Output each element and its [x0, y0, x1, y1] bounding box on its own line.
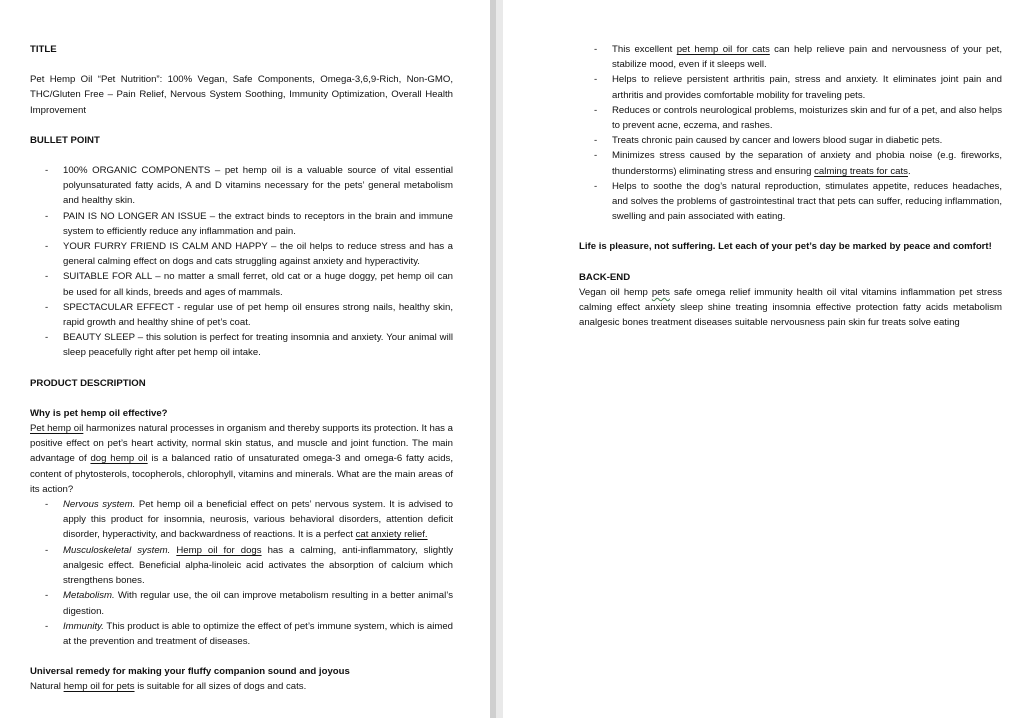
pet-hemp-oil-for-cats-link[interactable]: pet hemp oil for cats: [676, 44, 770, 55]
list-item: - SUITABLE FOR ALL – no matter a small ferret, old cat or a huge doggy, pet hemp oil can be used for all kinds, breeds and ages of mammals.: [63, 269, 453, 299]
action-areas-list: [30, 497, 453, 649]
list-item: [63, 619, 453, 649]
musculo-text: has a calming, anti-inflammatory, slightly analgesic effect. Beneficial alpha-linoleic acid activates the absorption of calcium which strengthens bones.: [63, 544, 453, 587]
immunity-text: This product is able to optimize the effect of pet’s immune system, which is aimed at the prevention and treatment of diseases.: [63, 620, 453, 647]
why-text-2: is a balanced ratio of unsaturated omega-3 and omega-6 fatty acids, content of phytosterols, tocopherols, chlorophyll, vitamins and minerals. What are the main areas of its action?: [30, 453, 453, 495]
document-page-left: [0, 0, 490, 718]
list-item: [63, 588, 453, 618]
closing-statement: Life is pleasure, not suffering. Let each of your pet’s day be marked by peace and comfort!: [579, 241, 992, 253]
bullet-point-heading: BULLET POINT: [30, 134, 100, 146]
hemp-oil-for-dogs-link[interactable]: Hemp oil for dogs: [176, 544, 262, 556]
benefits-list: [579, 42, 1002, 224]
page-left-content: [30, 42, 453, 695]
why-text-1: harmonizes natural processes in organism and thereby supports its protection. It has a positive effect on pet’s heart activity, normal skin status, and muscle and joint function. The main advantage of: [30, 423, 453, 465]
list-item: - BEAUTY SLEEP – this solution is perfect for treating insomnia and anxiety. Your animal will sleep peacefully right after pet hemp oil intake.: [63, 330, 453, 360]
nervous-label: Nervous system.: [63, 499, 136, 511]
bullet-point-list: [30, 163, 453, 361]
list-item: [63, 497, 453, 543]
metabolism-text: With regular use, the oil can improve metabolism resulting in a better animal’s digestion.: [63, 590, 453, 617]
list-item: - Treats chronic pain caused by cancer and lowers blood sugar in diabetic pets.: [612, 133, 1002, 148]
back-end-keywords: [579, 285, 1002, 331]
list-item: - 100% ORGANIC COMPONENTS – pet hemp oil is a valuable source of vital essential polyunsaturated fatty acids, A and D vitamins necessary for the pets’ general metabolism and healthy skin.: [63, 163, 453, 209]
list-item: - SPECTACULAR EFFECT - regular use of pet hemp oil ensures strong nails, healthy skin, rapid growth and healthy shine of pet’s coat.: [63, 300, 453, 330]
document-page-right: [503, 0, 1024, 718]
immunity-label: Immunity.: [63, 620, 104, 632]
why-heading: Why is pet hemp oil effective?: [30, 407, 168, 419]
b5-pre: Minimizes stress caused by the separation of anxiety and phobia noise (e.g. fireworks, thunderstorms) eliminating stress and ensuring: [612, 150, 1002, 177]
hemp-oil-for-pets-link[interactable]: hemp oil for pets: [63, 681, 135, 693]
back-end-heading: BACK-END: [579, 271, 631, 283]
b1-post: can help relieve pain and nervousness of your pet, stabilize mood, even if it sleeps well.: [612, 44, 1002, 71]
universal-remedy-text: [30, 679, 453, 694]
universal-post: is suitable for all sizes of dogs and cats.: [134, 681, 307, 693]
list-item: [612, 42, 1002, 72]
title-heading: TITLE: [30, 44, 57, 55]
list-item: - PAIN IS NO LONGER AN ISSUE – the extract binds to receptors in the brain and immune system to efficiently reduce any inflammation and pain.: [63, 209, 453, 239]
list-item: [63, 543, 453, 589]
musculo-label: Musculoskeletal system.: [63, 544, 171, 556]
why-paragraph: [30, 421, 453, 497]
page-right-content: [579, 42, 1002, 330]
nervous-text: Pet hemp oil a beneficial effect on pets’ nervous system. It is advised to apply this product for insomnia, neurosis, various behavioral disorders, attention deficit disorder, hyperactivity, and backwardness of reactions. It is a perfect: [63, 499, 453, 541]
backend-post: safe omega relief immunity health oil vital vitamins inflammation pet stress calming effect anxiety sleep shine treating insomnia effective protection fatty acids metabolism analgesic bones treatment diseases suitable nervousness pain skin fur treats solve eating: [579, 286, 1002, 329]
page-gap: [496, 0, 503, 718]
title-text: Pet Hemp Oil “Pet Nutrition”: 100% Vegan, Safe Components, Omega-3,6,9-Rich, Non-GMO, THC/Gluten Free – Pain Relief, Nervous System Soothing, Immunity Optimization, Overall Health Improvement: [30, 74, 453, 116]
b1-pre: This excellent: [612, 44, 677, 55]
list-item: - YOUR FURRY FRIEND IS CALM AND HAPPY – the oil helps to reduce stress and has a general calming effect on dogs and cats struggling against anxiety and hyperactivity.: [63, 239, 453, 269]
list-item: [612, 148, 1002, 178]
backend-pre: Vegan oil hemp: [579, 286, 652, 298]
calming-treats-for-cats-link[interactable]: calming treats for cats: [814, 165, 908, 177]
metabolism-label: Metabolism.: [63, 590, 115, 602]
cat-anxiety-relief-link[interactable]: cat anxiety relief.: [355, 529, 428, 541]
list-item: - Helps to soothe the dog’s natural reproduction, stimulates appetite, reduces headaches, and solves the problems of gastrointestinal tract that pets can suffer, reducing inflammation, swelling and pain associated with eating.: [612, 179, 1002, 225]
b5-post: .: [907, 165, 911, 177]
list-item: - Reduces or controls neurological problems, moisturizes skin and fur of a pet, and also helps to prevent acne, eczema, and rashes.: [612, 103, 1002, 133]
universal-pre: Natural: [30, 681, 64, 693]
universal-remedy-heading: Universal remedy for making your fluffy companion sound and joyous: [30, 666, 350, 678]
product-description-heading: PRODUCT DESCRIPTION: [30, 377, 146, 389]
spellcheck-flagged-word[interactable]: pets: [651, 286, 670, 298]
pet-hemp-oil-link[interactable]: Pet hemp oil: [30, 423, 84, 435]
list-item: - Helps to relieve persistent arthritis pain, stress and anxiety. It eliminates joint pain and arthritis and provides comfortable mobility for traveling pets.: [612, 72, 1002, 102]
dog-hemp-oil-link[interactable]: dog hemp oil: [90, 453, 148, 465]
